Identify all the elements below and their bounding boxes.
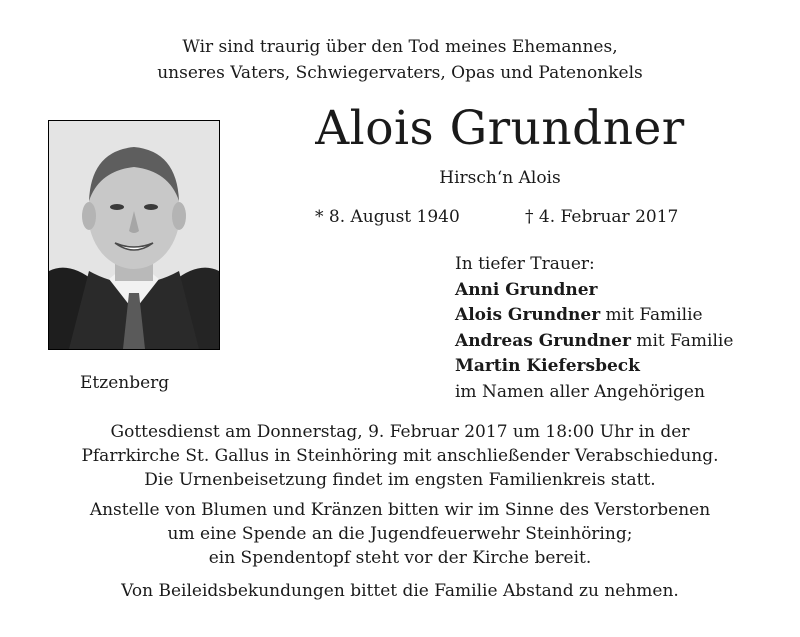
service-paragraph xyxy=(40,420,760,492)
closing-note: Von Beileidsbekundungen bittet die Familie Abstand zu nehmen. xyxy=(121,581,679,601)
mourners-closing: im Namen aller Angehörigen xyxy=(455,381,705,402)
mourner-suffix: mit Familie xyxy=(630,330,734,351)
residence-place: Etzenberg xyxy=(80,373,170,393)
intro-line: unseres Vaters, Schwiegervaters, Opas und Patenonkels xyxy=(157,63,643,83)
mourners-heading: In tiefer Trauer: xyxy=(455,254,595,274)
birth-date: * 8. August 1940 xyxy=(315,207,460,227)
mourner-line xyxy=(455,329,733,355)
deceased-name: Alois Grundner xyxy=(315,101,685,156)
mourner-name: Anni Grundner xyxy=(455,279,598,300)
portrait-photo xyxy=(48,120,220,350)
mourner-line xyxy=(455,354,733,380)
portrait-image xyxy=(49,121,219,349)
service-line: Gottesdienst am Donnerstag, 9. Februar 2017 um 18:00 Uhr in der xyxy=(110,422,690,442)
mourners-block xyxy=(455,252,733,405)
mourner-name: Andreas Grundner xyxy=(455,330,631,351)
donation-line: um eine Spende an die Jugendfeuerwehr Steinhöring; xyxy=(167,524,633,544)
death-date: † 4. Februar 2017 xyxy=(525,207,679,227)
mourner-name: Martin Kiefersbeck xyxy=(455,356,640,376)
service-line: Pfarrkirche St. Gallus in Steinhöring mit anschließender Verabschiedung. xyxy=(81,446,719,466)
donation-paragraph xyxy=(40,498,760,570)
mourner-line xyxy=(455,278,733,304)
deceased-nickname: Hirsch‘n Alois xyxy=(439,168,561,188)
donation-line: ein Spendentopf steht vor der Kirche bereit. xyxy=(208,548,592,568)
donation-line: Anstelle von Blumen und Kränzen bitten wir im Sinne des Verstorbenen xyxy=(89,500,711,520)
mourner-line xyxy=(455,303,733,329)
service-line: Die Urnenbeisetzung findet im engsten Familienkreis statt. xyxy=(144,470,656,490)
mourner-name: Alois Grundner xyxy=(455,305,601,325)
intro-text xyxy=(100,34,700,86)
mourner-suffix: mit Familie xyxy=(600,305,703,325)
intro-line: Wir sind traurig über den Tod meines Ehemannes, xyxy=(182,37,618,57)
